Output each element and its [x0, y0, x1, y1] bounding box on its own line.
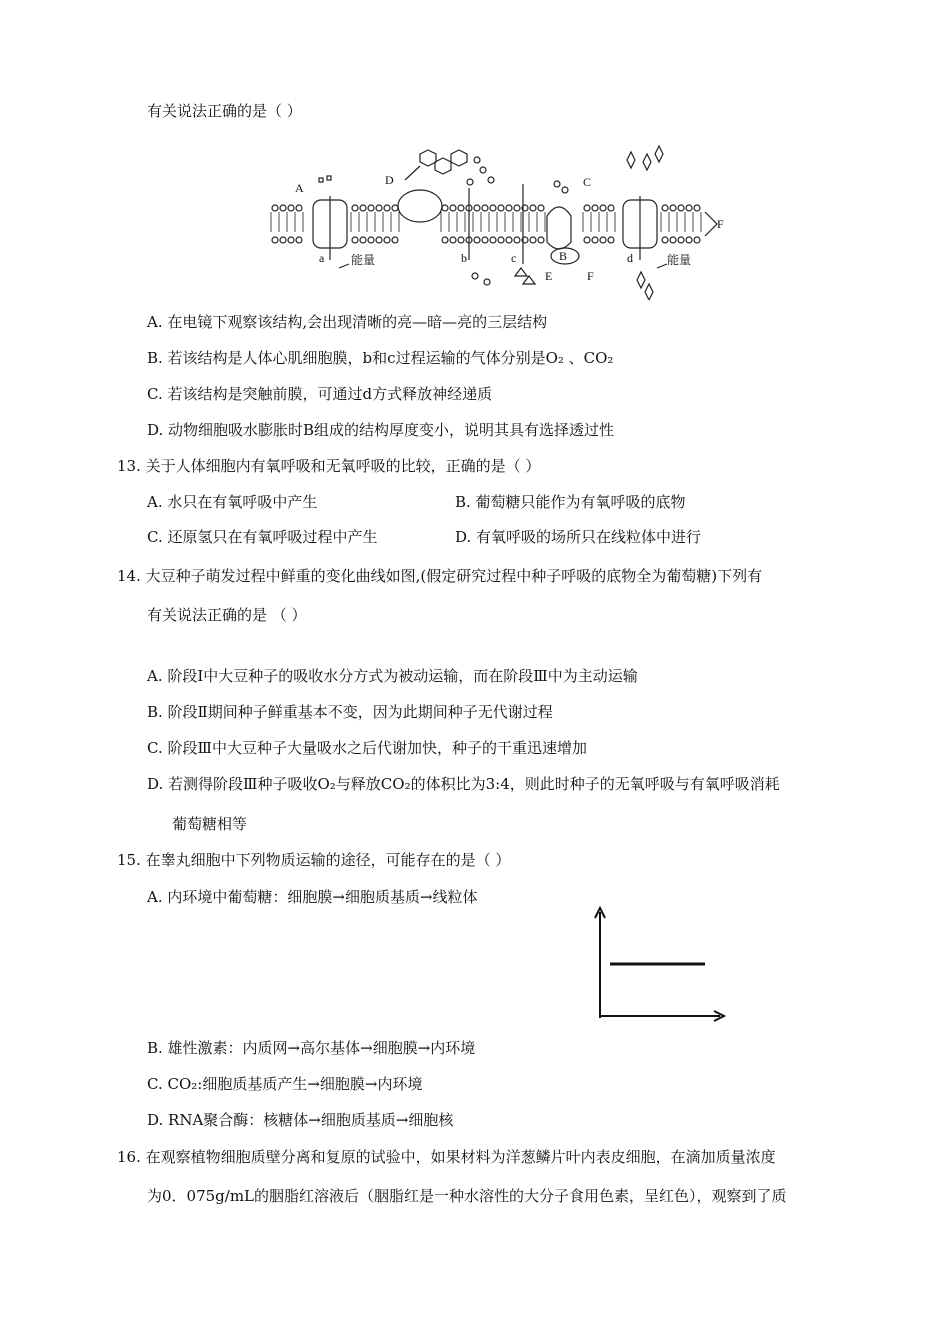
q12-option-b: B. 若该结构是人体心肌细胞膜，b和c过程运输的气体分别是O₂ 、CO₂ — [147, 349, 614, 367]
label-F-right: F — [717, 217, 724, 231]
q12-stem-tail: 有关说法正确的是（ ） — [147, 102, 302, 120]
label-energy-left: 能量 — [351, 253, 376, 267]
q15-option-b: B. 雄性激素：内质网→高尔基体→细胞膜→内环境 — [147, 1039, 476, 1057]
membrane-figure — [265, 140, 735, 300]
label-B: B — [559, 249, 568, 263]
label-D: D — [385, 173, 394, 187]
q14-option-b: B. 阶段Ⅱ期间种子鲜重基本不变，因为此期间种子无代谢过程 — [147, 703, 553, 721]
label-energy-right: 能量 — [667, 253, 692, 267]
label-b: b — [461, 251, 467, 265]
q12-option-c: C. 若该结构是突触前膜，可通过d方式释放神经递质 — [147, 385, 493, 403]
q14-option-d: D. 若测得阶段Ⅲ种子吸收O₂与释放CO₂的体积比为3:4，则此时种子的无氧呼吸与有氧呼吸消耗 — [147, 775, 780, 793]
q15-option-a: A. 内环境中葡萄糖：细胞膜→细胞质基质→线粒体 — [147, 888, 478, 906]
label-F: F — [587, 269, 594, 283]
label-c: c — [511, 251, 517, 265]
q13-option-d: D. 有氧呼吸的场所只在线粒体中进行 — [455, 528, 702, 546]
axes-figure — [590, 902, 730, 1022]
q14-option-d-cont: 葡萄糖相等 — [172, 815, 248, 833]
q15-option-d: D. RNA聚合酶：核糖体→细胞质基质→细胞核 — [147, 1111, 454, 1129]
q13-stem: 13. 关于人体细胞内有氧呼吸和无氧呼吸的比较，正确的是（ ） — [117, 457, 541, 475]
q14-option-a: A. 阶段Ⅰ中大豆种子的吸收水分方式为被动运输，而在阶段Ⅲ中为主动运输 — [147, 667, 638, 685]
q15-stem: 15. 在睾丸细胞中下列物质运输的途径，可能存在的是（ ） — [117, 851, 511, 869]
q16-stem-cont: 为0．075g/mL的胭脂红溶液后（胭脂红是一种水溶性的大分子食用色素，呈红色），观察到了质 — [147, 1187, 787, 1205]
label-C: C — [583, 175, 592, 189]
q13-option-c: C. 还原氢只在有氧呼吸过程中产生 — [147, 528, 378, 546]
q16-stem: 16. 在观察植物细胞质壁分离和复原的试验中，如果材料为洋葱鳞片叶内表皮细胞，在滴加质量浓度 — [117, 1148, 776, 1166]
q12-option-d: D. 动物细胞吸水膨胀时B组成的结构厚度变小，说明其具有选择透过性 — [147, 421, 615, 439]
q13-option-a: A. 水只在有氧呼吸中产生 — [147, 493, 318, 511]
label-A: A — [295, 181, 304, 195]
q13-option-b: B. 葡萄糖只能作为有氧呼吸的底物 — [455, 493, 686, 511]
label-d: d — [627, 251, 633, 265]
q12-option-a: A. 在电镜下观察该结构,会出现清晰的亮—暗—亮的三层结构 — [147, 313, 548, 331]
q15-option-c: C. CO₂:细胞质基质产生→细胞膜→内环境 — [147, 1075, 423, 1093]
q14-stem-cont: 有关说法正确的是 （ ） — [147, 606, 307, 624]
label-E: E — [545, 269, 553, 283]
q14-option-c: C. 阶段Ⅲ中大豆种子大量吸水之后代谢加快，种子的干重迅速增加 — [147, 739, 587, 757]
label-a: a — [319, 251, 325, 265]
q14-stem: 14. 大豆种子萌发过程中鲜重的变化曲线如图,(假定研究过程中种子呼吸的底物全为葡萄糖)下列有 — [117, 567, 763, 585]
